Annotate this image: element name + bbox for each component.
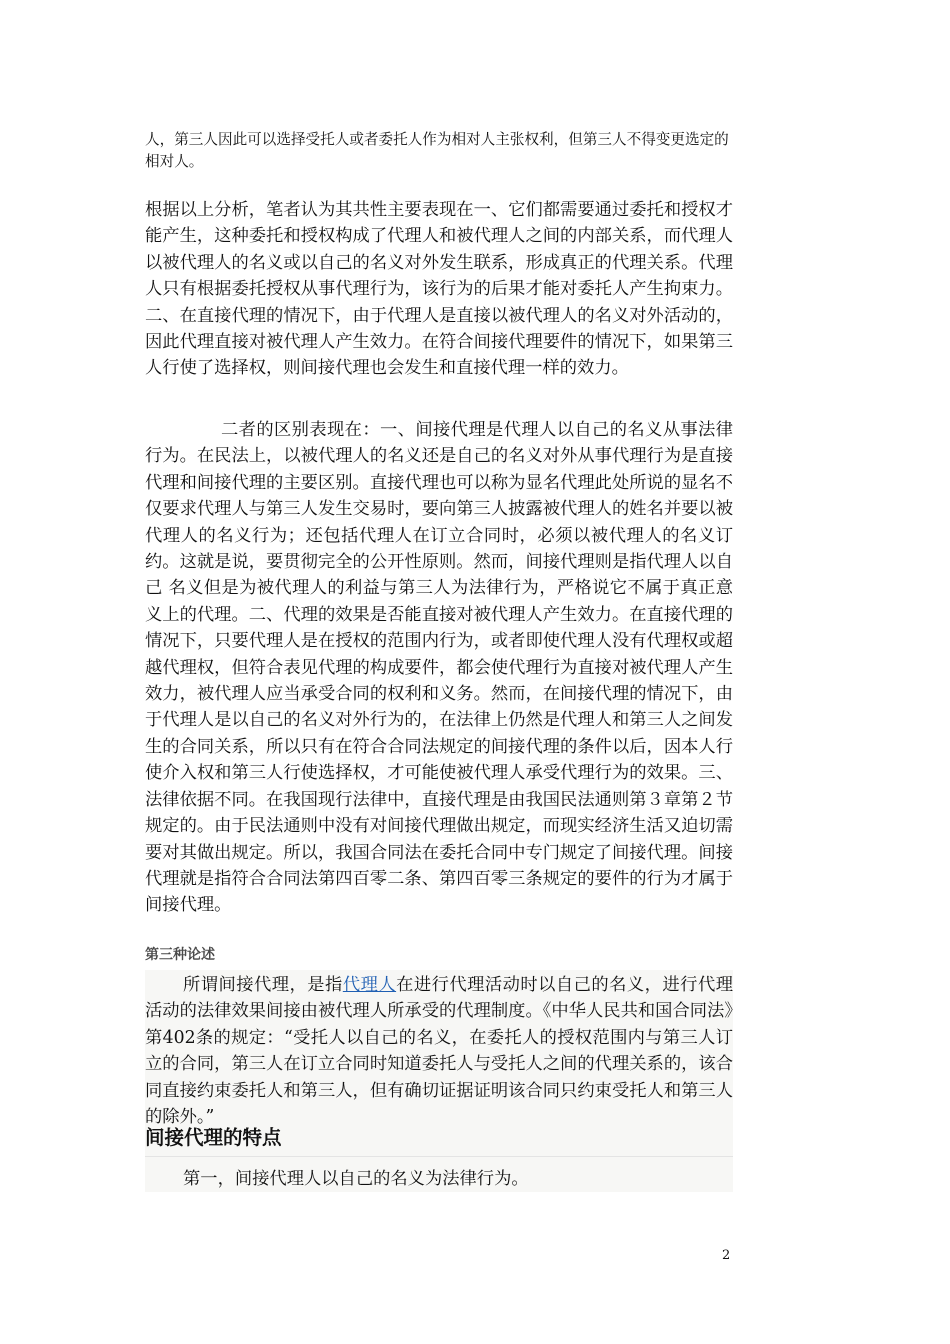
paragraph-feature-one: 第一，间接代理人以自己的名义为法律行为。: [183, 1169, 529, 1189]
definition-text-rest: 在进行代理活动时以自己的名义，进行代理活动的法律效果间接由被代理人所承受的代理制度。《中华人民共和国合同法》第402条的规定：“受托人以自己的名义，在委托人的授权范围内与第三人订立的合同，第三人在订立合同时知道委托人与受托人之间的代理关系的，该合同直接约束委托人和第三人，但有确切证据证明该合同只约束受托人和第三人的除外。”: [145, 975, 733, 1128]
paragraph-commonality: 根据以上分析，笔者认为其共性主要表现在一、它们都需要通过委托和授权才能产生，这种委托和授权构成了代理人和被代理人之间的内部关系，而代理人以被代理人的名义或以自己的名义对外发生联系，形成真正的代理关系。代理人只有根据委托授权从事代理行为，该行为的后果才能对委托人产生拘束力。二、在直接代理的情况下，由于代理人是直接以被代理人的名义对外活动的，因此代理直接对被代理人产生效力。在符合间接代理要件的情况下，如果第三人行使了选择权，则间接代理也会发生和直接代理一样的效力。: [145, 200, 733, 379]
section-heading: 间接代理的特点: [145, 1126, 282, 1149]
paragraph-definition: [145, 972, 733, 1130]
agent-link[interactable]: 代理人: [342, 975, 397, 995]
section-label: 第三种论述: [145, 947, 215, 963]
paragraph-continuation: 人，第三人因此可以选择受托人或者委托人作为相对人主张权利，但第三人不得变更选定的相对人。: [145, 131, 729, 170]
page-number: 2: [722, 1248, 731, 1263]
paragraph-differences: 二者的区别表现在：一、间接代理是代理人以自己的名义从事法律行为。在民法上，以被代理人的名义还是自己的名义对外从事代理行为是直接代理和间接代理的主要区别。直接代理也可以称为显名代理此处所说的显名不仅要求代理人与第三人发生交易时，要向第三人披露被代理人的姓名并要以被代理人的名义行为；还包括代理人在订立合同时，必须以被代理人的名义订约。这就是说，要贯彻完全的公开性原则。然而，间接代理则是指代理人以自己 名义但是为被代理人的利益与第三人为法律行为，严格说它不属于真正意义上的代理。二、代理的效果是否能直接对被代理人产生效力。在直接代理的情况下，只要代理人是在授权的范围内行为，或者即使代理人没有代理权或超越代理权，但符合表见代理的构成要件，都会使代理行为直接对被代理人产生效力，被代理人应当承受合同的权利和义务。然而，在间接代理的情况下，由于代理人是以自己的名义对外行为的，在法律上仍然是代理人和第三人之间发生的合同关系，所以只有在符合合同法规定的间接代理的条件以后，因本人行使介入权和第三人行使选择权，才可能使被代理人承受代理行为的效果。三、法律依据不同。在我国现行法律中，直接代理是由我国民法通则第３章第２节规定的。由于民法通则中没有对间接代理做出规定，而现实经济生活又迫切需要对其做出规定。所以，我国合同法在委托合同中专门规定了间接代理。间接代理就是指符合合同法第四百零二条、第四百零三条规定的要件的行为才属于间接代理。: [145, 420, 733, 916]
divider: [145, 1156, 733, 1157]
definition-text-start: 所谓间接代理，是指: [183, 975, 343, 995]
